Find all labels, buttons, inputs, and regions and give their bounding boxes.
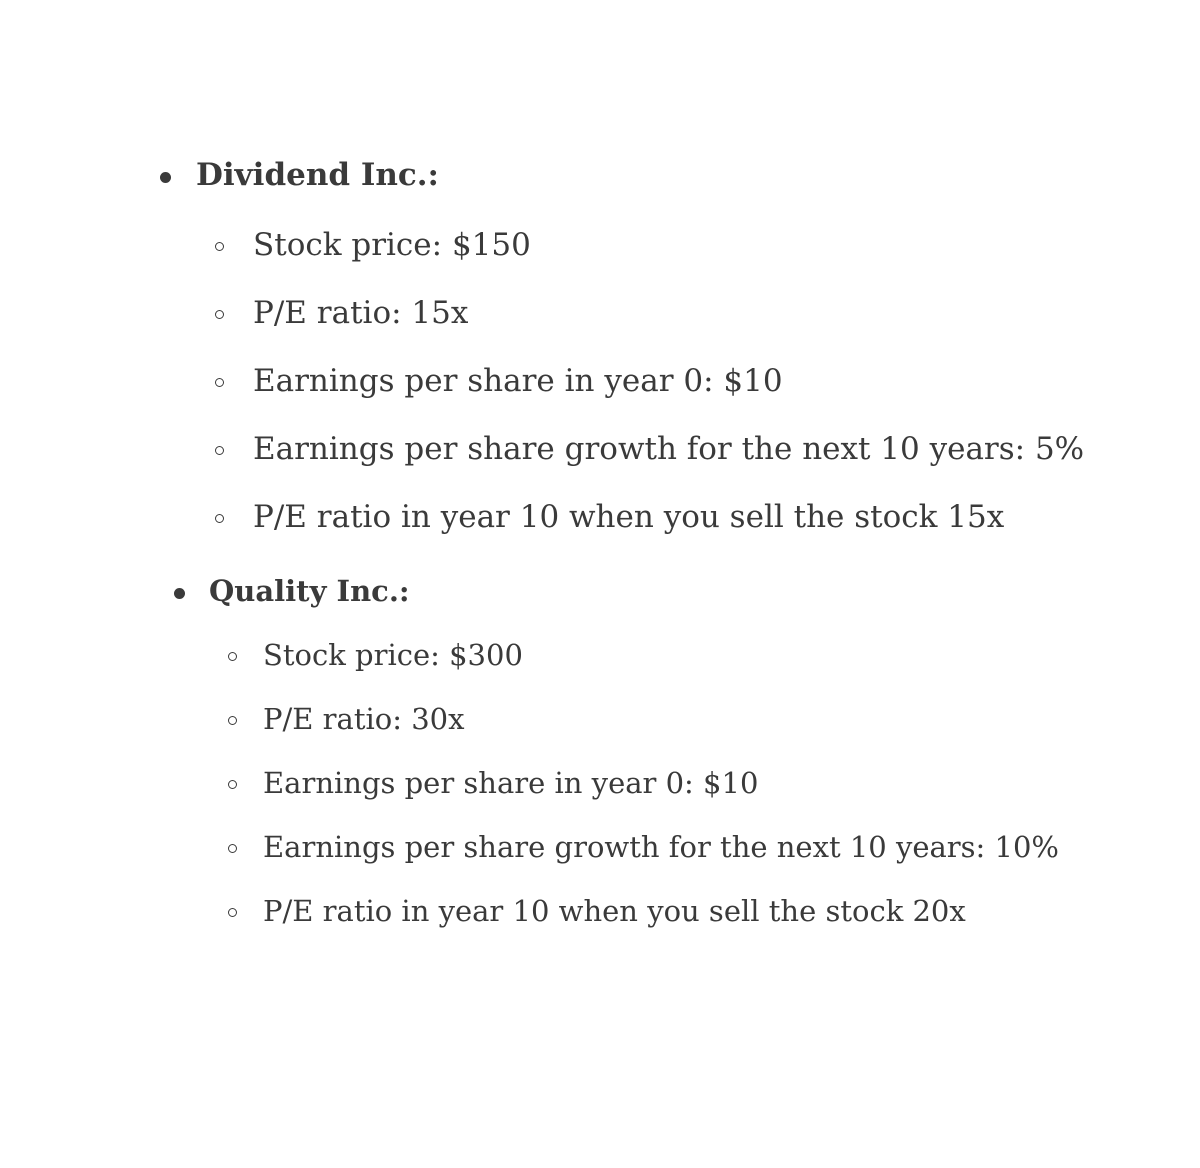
detail-pe-ratio: P/E ratio: 30x: [263, 702, 465, 736]
bullet-circle-icon: [228, 780, 237, 789]
bullet-circle-icon: [215, 378, 224, 387]
bullet-circle-icon: [228, 716, 237, 725]
bullet-circle-icon: [228, 908, 237, 917]
detail-eps-year-0: Earnings per share in year 0: $10: [253, 363, 783, 399]
bullet-circle-icon: [228, 652, 237, 661]
detail-stock-price: Stock price: $300: [263, 638, 523, 672]
detail-eps-year-0: Earnings per share in year 0: $10: [263, 766, 759, 800]
company-name: Dividend Inc.:: [196, 157, 440, 193]
bullet-circle-icon: [215, 310, 224, 319]
bullet-circle-icon: [215, 514, 224, 523]
detail-pe-ratio: P/E ratio: 15x: [253, 295, 469, 331]
bullet-disc-icon: [160, 172, 171, 183]
company-name: Quality Inc.:: [209, 574, 410, 608]
detail-pe-year-10: P/E ratio in year 10 when you sell the stock 15x: [253, 499, 1005, 535]
bullet-circle-icon: [228, 844, 237, 853]
detail-eps-growth: Earnings per share growth for the next 10 years: 5%: [253, 431, 1085, 467]
bullet-disc-icon: [174, 588, 185, 599]
bullet-circle-icon: [215, 446, 224, 455]
detail-pe-year-10: P/E ratio in year 10 when you sell the stock 20x: [263, 894, 966, 928]
detail-stock-price: Stock price: $150: [253, 227, 531, 263]
detail-eps-growth: Earnings per share growth for the next 10 years: 10%: [263, 830, 1059, 864]
bullet-circle-icon: [215, 242, 224, 251]
